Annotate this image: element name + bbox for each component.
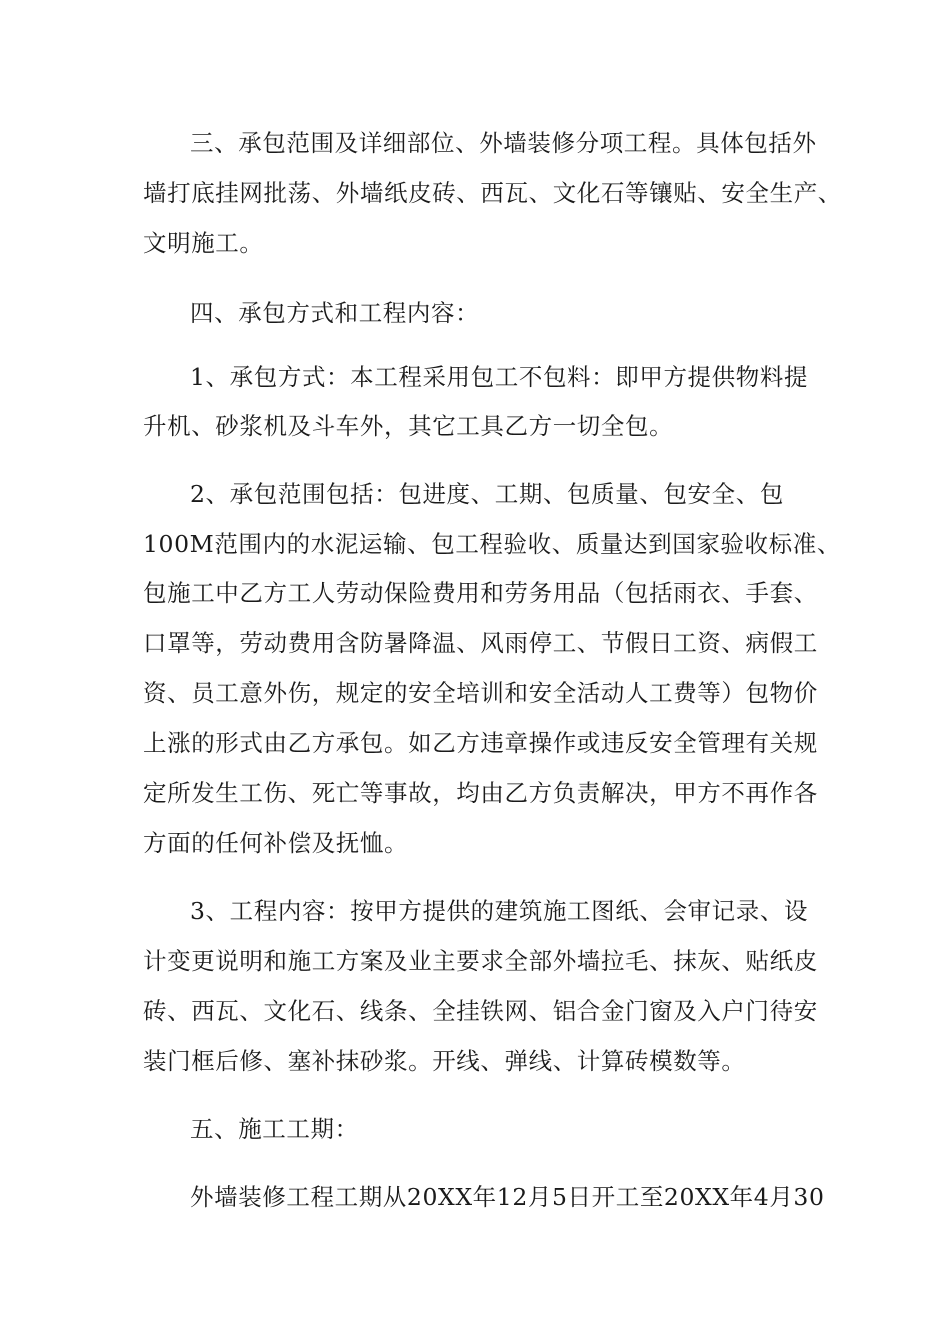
item-2-line-8: 方面的任何补偿及抚恤。 (143, 829, 409, 857)
item-2-line-3: 包施工中乙方工人劳动保险费用和劳务用品（包括雨衣、手套、 (143, 579, 818, 607)
item-3-line-3: 砖、西瓦、文化石、线条、全挂铁网、铝合金门窗及入户门待安 (143, 997, 818, 1025)
item-3-line-2: 计变更说明和施工方案及业主要求全部外墙拉毛、抹灰、贴纸皮 (143, 947, 818, 975)
item-2-line-2: 100M范围内的水泥运输、包工程验收、质量达到国家验收标准、 (143, 530, 841, 558)
item-2-line-5: 资、员工意外伤，规定的安全培训和安全活动人工费等）包物价 (143, 679, 818, 707)
section-5-heading: 五、施工工期： (190, 1115, 359, 1143)
section-3-line-2: 墙打底挂网批荡、外墙纸皮砖、西瓦、文化石等镶贴、安全生产、 (143, 179, 842, 207)
section-3-line-3: 文明施工。 (143, 229, 264, 257)
item-3-line-1: 3、工程内容：按甲方提供的建筑施工图纸、会审记录、设 (190, 897, 809, 925)
schedule-line-1: 外墙装修工程工期从20XX年12月5日开工至20XX年4月30 (190, 1183, 825, 1211)
item-2-line-6: 上涨的形式由乙方承包。如乙方违章操作或违反安全管理有关规 (143, 729, 818, 757)
item-2-line-4: 口罩等，劳动费用含防暑降温、风雨停工、节假日工资、病假工 (143, 629, 818, 657)
item-3-line-4: 装门框后修、塞补抹砂浆。开线、弹线、计算砖模数等。 (143, 1047, 746, 1075)
item-1-line-2: 升机、砂浆机及斗车外，其它工具乙方一切全包。 (143, 412, 674, 440)
section-3-line-1: 三、承包范围及详细部位、外墙装修分项工程。具体包括外 (190, 129, 817, 157)
section-4-heading: 四、承包方式和工程内容： (190, 299, 480, 327)
item-2-line-1: 2、承包范围包括：包进度、工期、包质量、包安全、包 (190, 480, 784, 508)
item-1-line-1: 1、承包方式：本工程采用包工不包料：即甲方提供物料提 (190, 363, 809, 391)
item-2-line-7: 定所发生工伤、死亡等事故，均由乙方负责解决，甲方不再作各 (143, 779, 818, 807)
